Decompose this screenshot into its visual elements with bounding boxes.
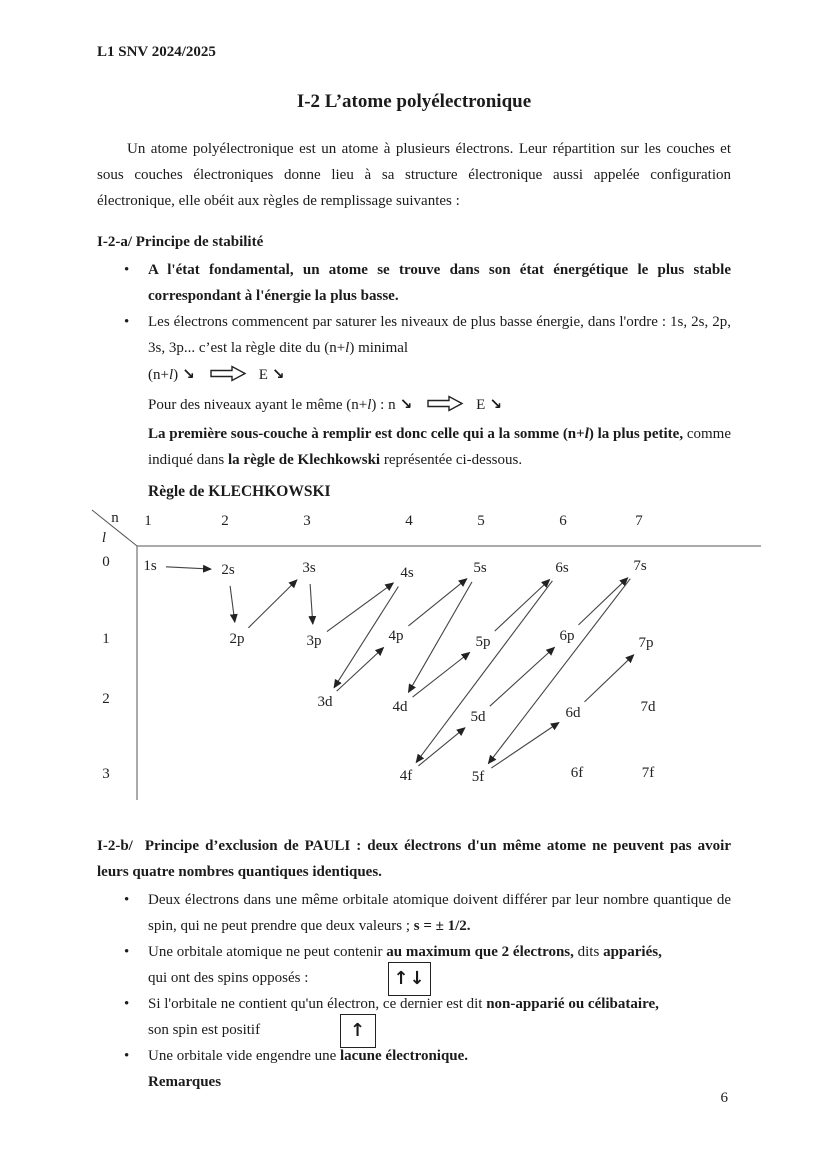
southeast-arrow-icon: ↘ xyxy=(182,365,195,383)
orbital-label-2s: 2s xyxy=(221,562,235,578)
paired-spins-box: ↑↓ xyxy=(388,962,430,996)
filling-arrow-4d-5p xyxy=(413,653,470,698)
filling-arrow-5f-6d xyxy=(491,723,559,769)
bullet-paired-text: Une orbitale atomique ne peut contenir au maximum que 2 électrons, dits appariés, qui ont des spins opposés : ↑↓ xyxy=(148,939,731,991)
list-item xyxy=(97,939,731,991)
bullet-single-text: Si l'orbitale ne contient qu'un électron, ce dernier est dit non-apparié ou célibataire, son spin est positif ↑ xyxy=(148,991,731,1043)
orbital-label-7p: 7p xyxy=(638,635,654,651)
axis-n-label: n xyxy=(111,510,119,526)
orbital-label-4p: 4p xyxy=(388,628,404,644)
orbital-label-6f: 6f xyxy=(570,765,584,781)
intro-paragraph: Un atome polyélectronique est un atome à plusieurs électrons. Leur répartition sur les couches et sous couches électroniques donne lieu à sa structure électronique aussi appelée configuration électronique, elle obéit aux règles de remplissage suivantes : xyxy=(97,141,731,209)
bullet-icon: • xyxy=(124,314,130,330)
bullet-icon: • xyxy=(124,944,130,960)
orbital-label-6p: 6p xyxy=(559,628,575,644)
filling-arrow-4p-5s xyxy=(408,579,466,626)
col-header-4: 4 xyxy=(405,513,413,529)
orbital-label-5p: 5p xyxy=(475,634,491,650)
orbital-label-4f: 4f xyxy=(399,768,413,784)
filling-arrow-7s-5f xyxy=(488,579,630,764)
single-spin-box: ↑ xyxy=(340,1014,376,1048)
list-item xyxy=(97,309,731,361)
bullet-icon: • xyxy=(124,996,130,1012)
page-number: 6 xyxy=(720,1090,728,1106)
orbital-label-3s: 3s xyxy=(302,560,316,576)
filling-arrow-3p-4s xyxy=(327,583,393,632)
southeast-arrow-icon: ↘ xyxy=(271,365,285,383)
col-header-6: 6 xyxy=(559,513,567,529)
bullet-order-text: Les électrons commencent par saturer les niveaux de plus basse énergie, dans l'ordre : 1s, 2s, 2p, 3s, 3p... c’est la règle dite du (n+l) minimal xyxy=(148,314,731,356)
orbital-label-3p: 3p xyxy=(306,633,322,649)
filling-arrow-6p-7s xyxy=(579,578,628,625)
pour-arrow-line: Pour des niveaux ayant le même (n+l) : n ↘ E ↘ xyxy=(148,391,731,421)
section-b-bullets xyxy=(97,887,731,1069)
southeast-arrow-icon: ↘ xyxy=(399,395,413,413)
section-a-bullets xyxy=(97,257,731,361)
list-item xyxy=(97,887,731,939)
row-header-3: 3 xyxy=(102,766,110,782)
nl-arrow-line: (n+l) ↘ E ↘ xyxy=(148,361,731,391)
filling-arrow-2p-3s xyxy=(248,580,297,628)
implies-arrow-icon xyxy=(426,395,464,421)
orbital-label-6d: 6d xyxy=(565,705,581,721)
orbital-label-7f: 7f xyxy=(641,765,655,781)
section-a-heading: I-2-a/ Principe de stabilité xyxy=(97,234,264,250)
list-item xyxy=(97,1043,731,1069)
axis-l-label: l xyxy=(101,530,107,546)
course-header: L1 SNV 2024/2025 xyxy=(97,44,216,60)
row-header-0: 0 xyxy=(102,554,110,570)
implies-arrow-icon xyxy=(209,365,247,391)
filling-arrow-5p-6s xyxy=(495,580,550,632)
col-header-2: 2 xyxy=(221,513,229,529)
diagram-title: Règle de KLECHKOWSKI xyxy=(148,483,331,500)
bullet-icon: • xyxy=(124,1048,130,1064)
filling-arrow-5d-6p xyxy=(490,647,555,706)
orbital-label-6s: 6s xyxy=(555,560,569,576)
col-header-1: 1 xyxy=(144,513,152,529)
orbital-label-4d: 4d xyxy=(392,699,408,715)
col-header-7: 7 xyxy=(635,513,643,529)
row-header-2: 2 xyxy=(102,691,110,707)
page-title: I-2 L’atome polyélectronique xyxy=(296,91,532,112)
bullet-spin-text: Deux électrons dans une même orbitale atomique doivent différer par leur nombre quantique de spin, qui ne peut prendre que deux valeurs ; s = ± 1/2. xyxy=(148,892,731,934)
filling-arrow-3d-4p xyxy=(337,648,384,692)
orbital-label-7d: 7d xyxy=(640,699,656,715)
klechkowski-summary: La première sous-couche à remplir est donc celle qui a la somme (n+l) la plus petite, comme indiqué dans la règle de Klechkowski représentée ci-dessous. xyxy=(148,426,731,468)
bullet-stability-text: A l'état fondamental, un atome se trouve dans son état énergétique le plus stable correspondant à l'énergie la plus basse. xyxy=(148,262,731,304)
filling-arrow-3s-3p xyxy=(310,584,313,624)
orbital-label-4s: 4s xyxy=(400,565,414,581)
col-header-3: 3 xyxy=(303,513,311,529)
filling-arrow-4f-5d xyxy=(418,728,465,766)
klechkowski-diagram xyxy=(85,504,775,819)
list-item xyxy=(97,991,731,1043)
row-header-1: 1 xyxy=(102,631,110,647)
filling-arrow-6d-7p xyxy=(585,655,634,702)
col-header-5: 5 xyxy=(477,513,485,529)
bullet-icon: • xyxy=(124,892,130,908)
orbital-label-5s: 5s xyxy=(473,560,487,576)
filling-arrow-1s-2s xyxy=(166,567,211,569)
southeast-arrow-icon: ↘ xyxy=(489,395,502,413)
orbital-label-5d: 5d xyxy=(470,709,486,725)
orbital-label-3d: 3d xyxy=(317,694,333,710)
orbital-label-2p: 2p xyxy=(229,631,245,647)
remarques-heading: Remarques xyxy=(148,1074,222,1090)
orbital-label-5f: 5f xyxy=(471,769,485,785)
filling-arrow-6s-4f xyxy=(416,581,552,763)
section-b-heading: I-2-b/ Principe d’exclusion de PAULI : deux électrons d'un même atome ne peuvent pas avoir leurs quatre nombres quantiques identiques. xyxy=(97,838,731,880)
filling-arrow-2s-2p xyxy=(230,586,235,622)
list-item xyxy=(97,257,731,309)
bullet-icon: • xyxy=(124,262,130,278)
orbital-label-7s: 7s xyxy=(633,558,647,574)
bullet-vacant-text: Une orbitale vide engendre une lacune électronique. xyxy=(148,1048,469,1064)
orbital-label-1s: 1s xyxy=(143,558,157,574)
